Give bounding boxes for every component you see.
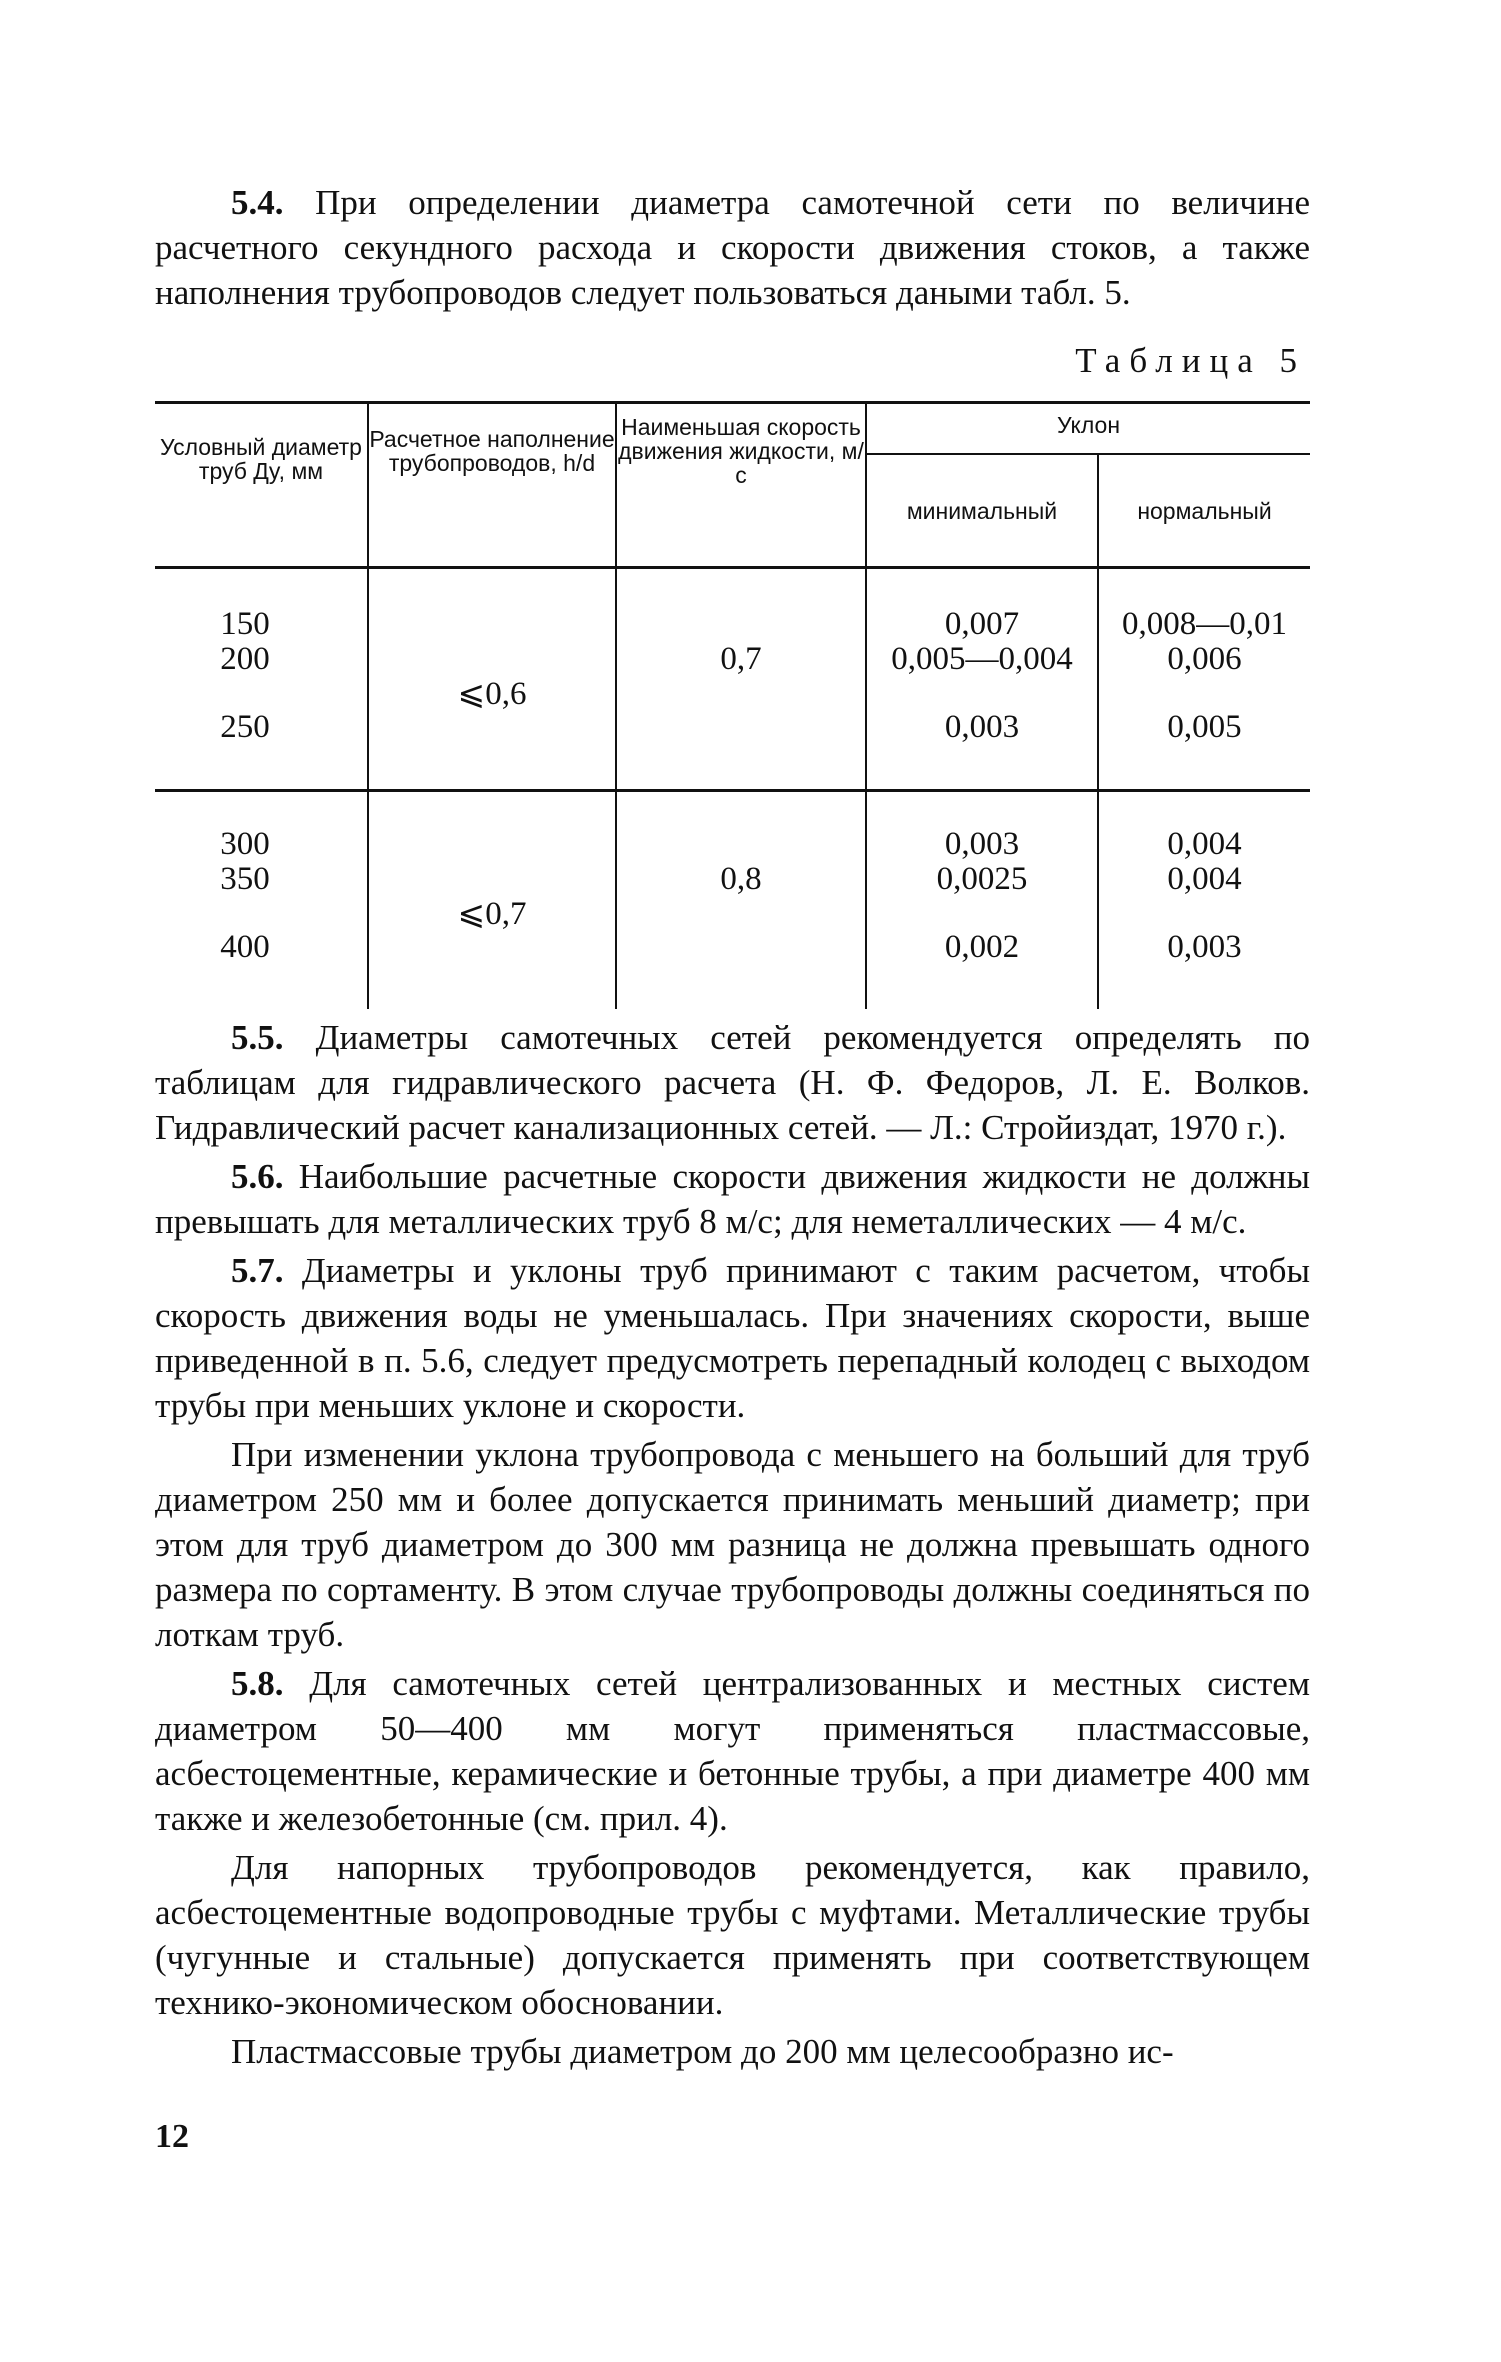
page-body [155, 180, 1310, 2074]
paragraph-number: 5.8. [231, 1664, 284, 1703]
header-speed: Наименьшая скорость движения жидкости, м/с [618, 414, 864, 488]
table-cell-speed: 0,8 [720, 861, 762, 897]
column-divider-2 [615, 401, 617, 1009]
table-5 [155, 401, 1310, 1009]
table-caption: Таблица 5 [1075, 341, 1306, 380]
paragraph-5-8-plastic [155, 2029, 1310, 2074]
header-slope: Уклон [1056, 412, 1121, 438]
table-cell-slope-norm: 0,003 [1167, 929, 1242, 965]
table-top-rule [155, 401, 1310, 404]
table-cell-slope-min: 0,003 [944, 709, 1020, 745]
paragraph-text: Диаметры самотечных сетей рекомендуется определять по таблицам для гидравлического расчета (Н. Ф. Федоров, Л. Е. Волков. Гидравлический расчет канализационных сетей. — Л.: Стройиздат, 1970 г.). [155, 1018, 1310, 1147]
paragraph-text: При определении диаметра самотечной сети по величине расчетного секундного расхода и скорости движения стоков, а также наполнения трубопроводов следует пользоваться даными табл. 5. [155, 183, 1311, 312]
paragraph-number: 5.7. [231, 1251, 284, 1290]
paragraph-5-7-continued [155, 1432, 1310, 1657]
table-cell-filling: ⩽0,7 [457, 896, 527, 932]
header-slope-norm: нормальный [1137, 498, 1272, 524]
paragraph-5-5 [155, 1015, 1310, 1150]
header-filling: Расчетное наполнение трубопроводов, h/d [369, 426, 615, 476]
table-cell-slope-norm: 0,004 [1167, 861, 1242, 897]
table-cell-filling: ⩽0,6 [457, 676, 527, 712]
table-cell-diameter: 300 [220, 826, 270, 862]
body-text [155, 1015, 1310, 2074]
paragraph-number: 5.5. [231, 1018, 284, 1057]
paragraph-5-4 [155, 180, 1310, 315]
page-number: 12 [155, 2118, 189, 2155]
table-cell-diameter: 350 [220, 861, 270, 897]
table-cell-slope-norm: 0,004 [1167, 826, 1242, 862]
table-cell-slope-min: 0,003 [944, 826, 1020, 862]
table-cell-slope-min: 0,007 [944, 606, 1020, 642]
table-cell-speed: 0,7 [720, 641, 762, 677]
paragraph-5-6 [155, 1154, 1310, 1244]
table-cell-slope-min: 0,002 [944, 929, 1020, 965]
header-bottom-rule [155, 566, 1310, 569]
table-cell-diameter: 200 [220, 641, 270, 677]
paragraph-5-8-pressure [155, 1845, 1310, 2025]
paragraph-text: Наибольшие расчетные скорости движения жидкости не должны превышать для металлических труб 8 м/с; для неметаллических — 4 м/с. [155, 1157, 1310, 1241]
table-cell-slope-norm: 0,006 [1167, 641, 1242, 677]
table-cell-diameter: 250 [220, 709, 270, 745]
group-divider-rule [155, 789, 1310, 792]
paragraph-5-7 [155, 1248, 1310, 1428]
slope-header-rule [865, 453, 1310, 455]
paragraph-text: Для самотечных сетей централизованных и местных систем диаметром 50—400 мм могут применяться пластмассовые, асбестоцементные, керамические и бетонные трубы, а при диаметре 400 мм также и железобетонные (см. прил. 4). [155, 1664, 1310, 1838]
paragraph-number: 5.6. [231, 1157, 284, 1196]
table-cell-slope-norm: 0,005 [1167, 709, 1242, 745]
paragraph-text: Диаметры и уклоны труб принимают с таким расчетом, чтобы скорость движения воды не уменьшалась. При значениях скорости, выше приведенной в п. 5.6, следует предусмотреть перепадный колодец с выходом трубы при меньших уклоне и скорости. [155, 1251, 1310, 1425]
header-diameter: Условный диаметр труб Дy, мм [160, 434, 362, 484]
paragraph-text: Пластмассовые трубы диаметром до 200 мм целесообразно ис- [231, 2032, 1174, 2071]
table-cell-diameter: 400 [220, 929, 270, 965]
paragraph-5-8 [155, 1661, 1310, 1841]
table-cell-slope-norm: 0,008—0,01 [1122, 606, 1287, 642]
paragraph-number: 5.4. [231, 183, 284, 222]
table-cell-diameter: 150 [220, 606, 270, 642]
paragraph-text: При изменении уклона трубопровода с меньшего на больший для труб диаметром 250 мм и более допускается принимать меньший диаметр; при этом для труб диаметром до 300 мм разница не должна превышать одного размера по сортаменту. В этом случае трубопроводы должны соединяться по лоткам труб. [155, 1435, 1310, 1654]
table-cell-slope-min: 0,005—0,004 [891, 641, 1073, 677]
column-divider-3 [865, 401, 867, 1009]
header-slope-min: минимальный [906, 498, 1058, 524]
paragraph-text: Для напорных трубопроводов рекомендуется, как правило, асбестоцементные водопроводные трубы с муфтами. Металлические трубы (чугунные и стальные) допускается применять при соответствующем технико-экономическом обосновании. [155, 1848, 1310, 2022]
table-cell-slope-min: 0,0025 [936, 861, 1028, 897]
